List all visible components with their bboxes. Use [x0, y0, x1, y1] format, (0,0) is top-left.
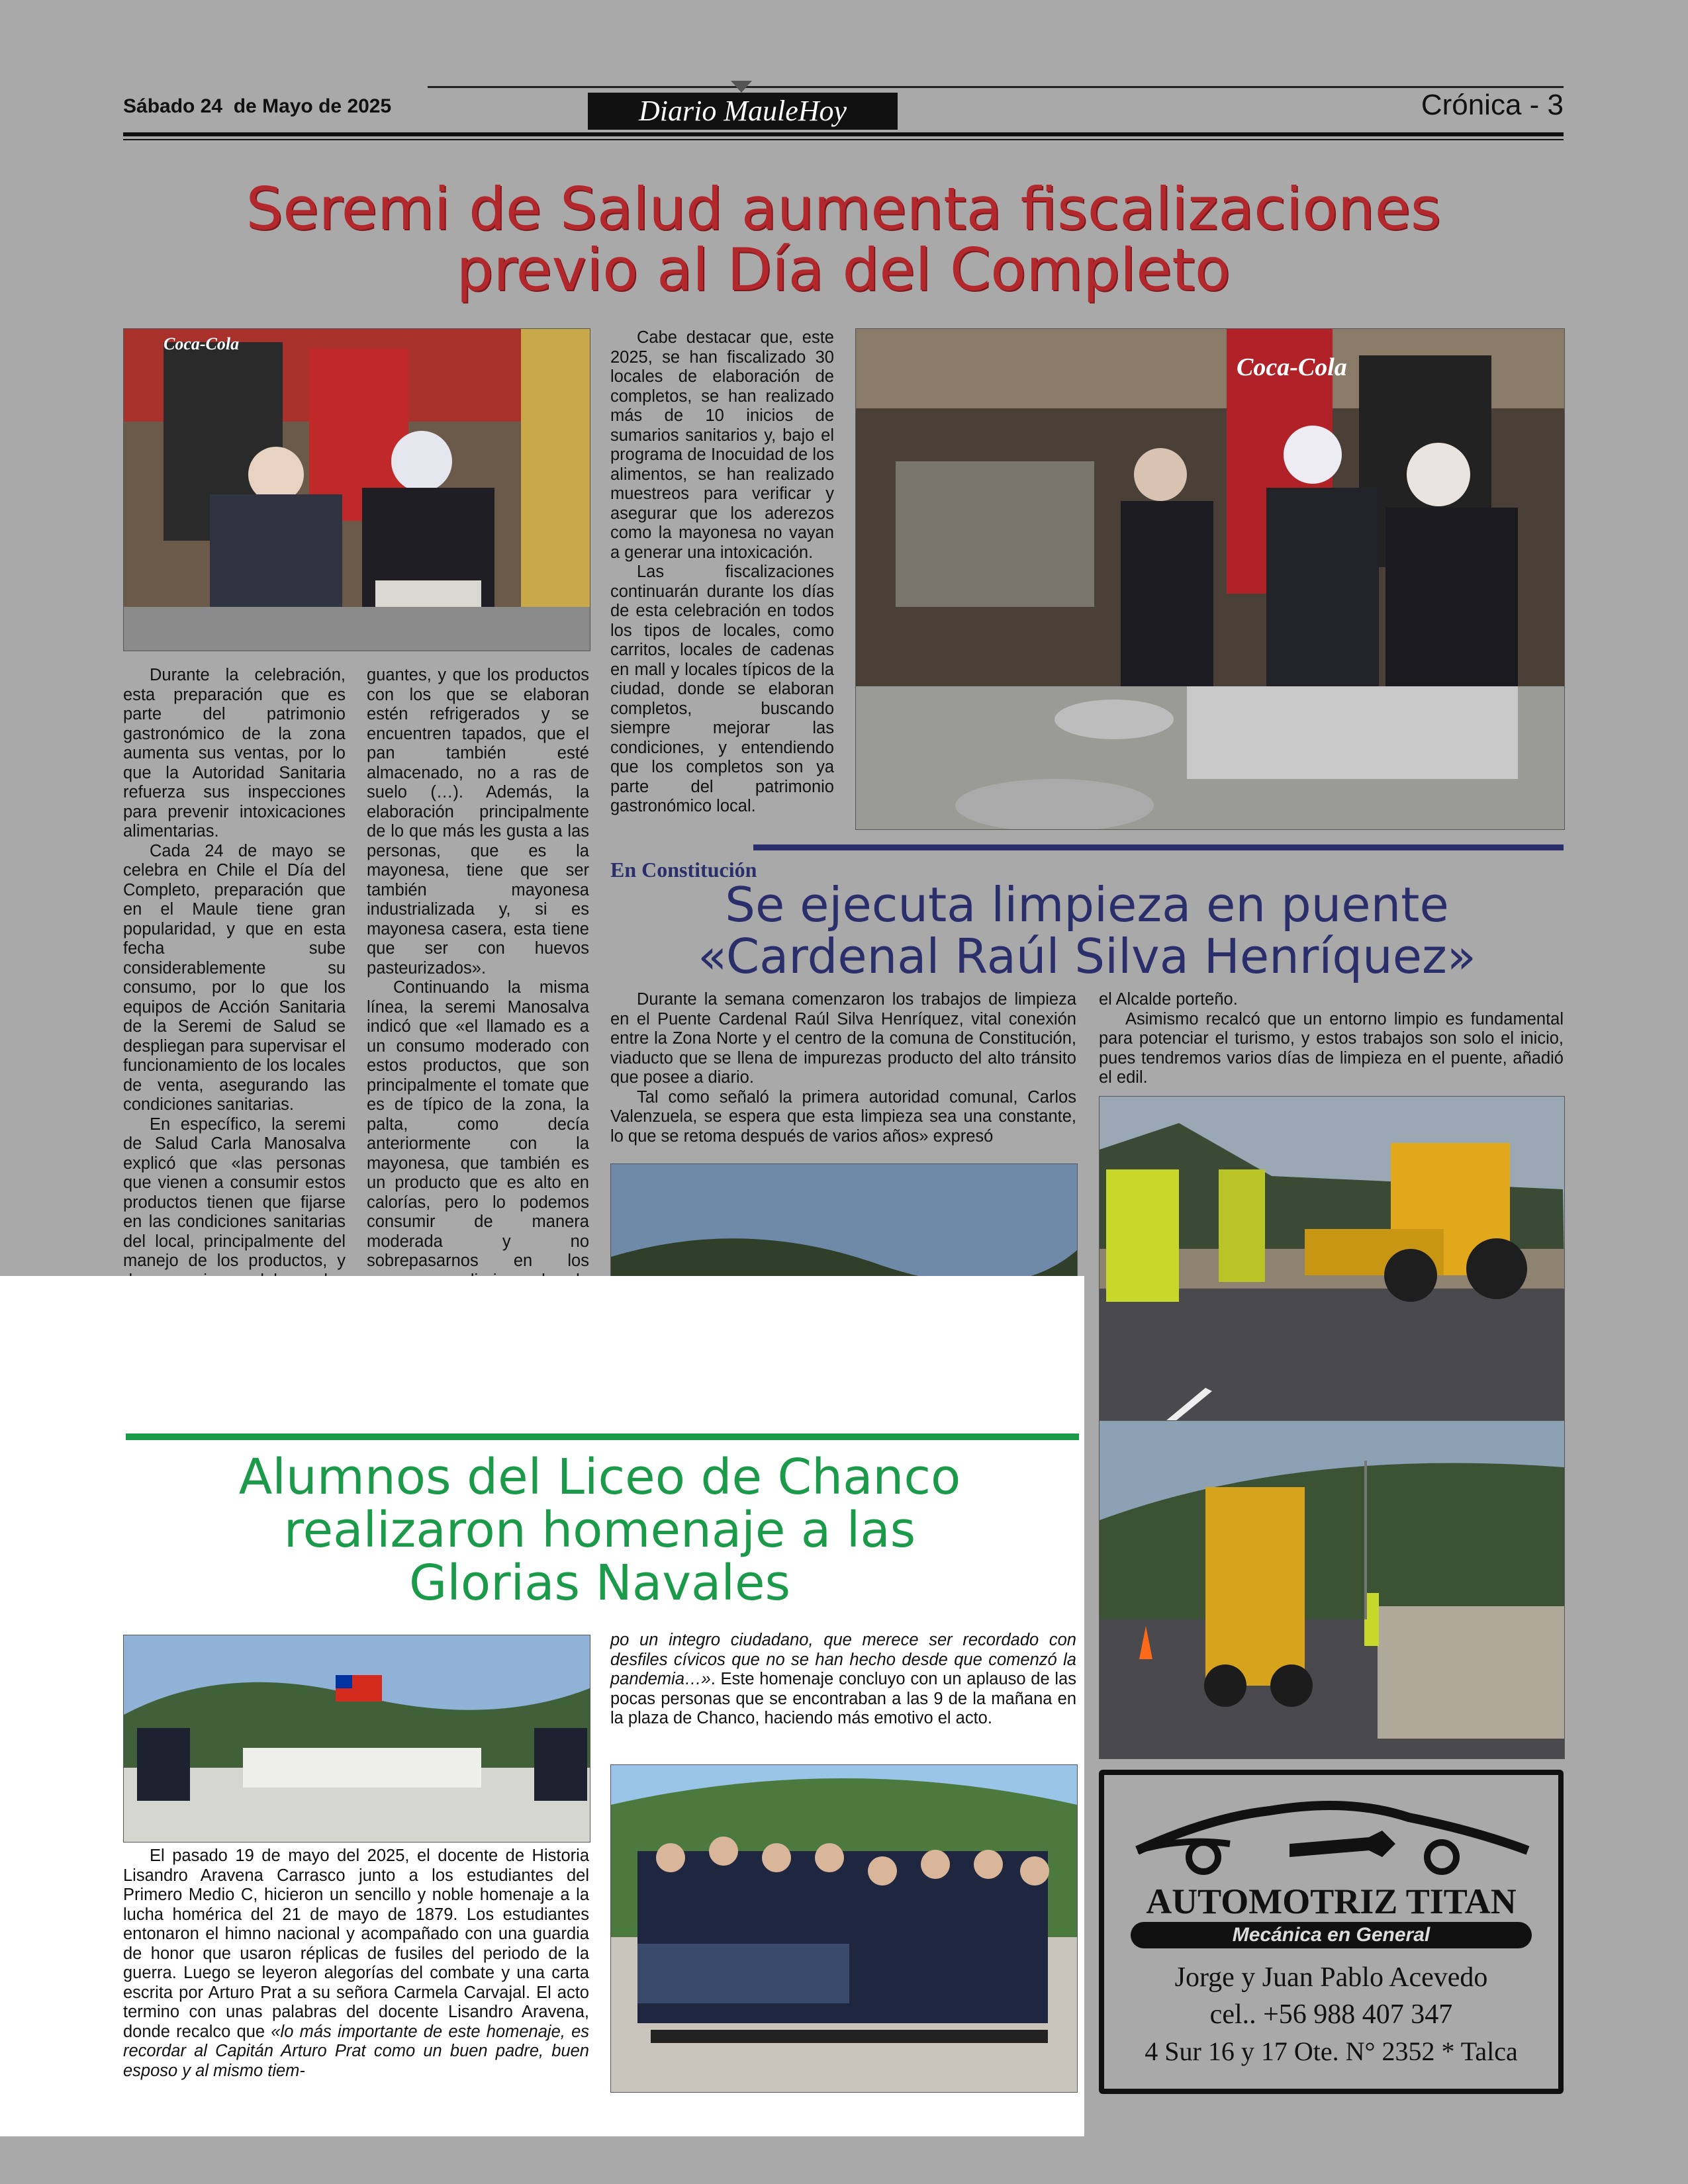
- headline-line: previo al Día del Completo: [456, 236, 1231, 304]
- paragraph: guantes, y que los productos con los que se elaboran estén refrigerados y se encuentren tapados, que el pan también esté almacenado, no a ras de suelo (…). Además, la elaboración principalmente de lo que más les gusta a las personas, que es la mayonesa, tiene que ser también mayonesa industrializada y, si es mayonesa casera, esta tiene que ser con huevos pasteurizados».: [367, 666, 589, 978]
- quote-text: «lo más importante de este homenaje, es recordar al Capitán Arturo Prat como un buen padre, buen esposo y al mismo tiem-: [123, 2022, 589, 2080]
- ad-phone: cel.. +56 988 407 347: [1209, 1999, 1453, 2030]
- header-rule-thin: [123, 139, 1564, 140]
- plaza-ceremony-photo: [123, 1635, 590, 1843]
- headline-line: realizaron homenaje a las: [283, 1502, 916, 1559]
- article2-column-1: [610, 990, 1076, 1146]
- paragraph: Tal como señaló la primera autoridad comunal, Carlos Valenzuela, se espera que esta limpieza sea una constante, lo que se retoma después de varios años» expresó: [610, 1087, 1076, 1146]
- paragraph: Continuando la misma línea, la seremi Manosalva indicó que «el llamado es a un consumo moderado con estos productos, que son principalmente el tomate que es de típico de la zona, la palta, como decía anteriormente con la mayonesa, que también es un producto que es alto en calorías, pero lo podemos consumir de manera moderada y no sobrepasarnos en los: [367, 978, 589, 1270]
- article3-headline: [123, 1451, 1076, 1610]
- article2-headline: [610, 879, 1564, 982]
- header-rule: [123, 132, 1564, 136]
- paper-name: Diario MauleHoy: [588, 93, 898, 130]
- coca-cola-sign: Coca-Cola: [1237, 353, 1347, 381]
- article1-column-3: [610, 328, 834, 817]
- article2-top-rule: [753, 844, 1564, 850]
- paragraph: Durante la semana comenzaron los trabajos de limpieza en el Puente Cardenal Raúl Silva Henríquez, vital conexión entre la Zona Norte y el centro de la comuna de Constitución, viaducto que se llena de impurezas producto del alto tránsito que posee a diario.: [610, 990, 1076, 1087]
- paragraph: Asimismo recalcó que un entorno limpio es fundamental para potenciar el turismo, y estos trabajos son solo el inicio, pues tendremos varios días de limpieza en el puente, añadió el edil.: [1099, 1009, 1564, 1087]
- article2-kicker: En Constitución: [610, 858, 757, 882]
- article3-column-1: [123, 1846, 589, 2081]
- ad-business-name: AUTOMOTRIZ TITAN: [1146, 1882, 1517, 1921]
- body-text: El pasado 19 de mayo del 2025, el docente de Historia Lisandro Aravena Carrasco junto a los estudiantes del Primero Medio C, hicieron un sencillo y noble homenaje a la lucha homérica del 21 de mayo de 1879. Los estudiantes entonaron el himno nacional y acompañado con una guardia de honor que usaron réplicas de fusiles del periodo de la guerra. Luego se leyeron alegorías del combate y una carta escrita por Arturo Prat a su señora Carmela Carvajal. El acto termino con unas palabras del docente Lisandro Aravena, donde recalco que: [123, 1846, 589, 2041]
- bridge-cleaning-photo-3: [1099, 1420, 1565, 1759]
- headline-line: Seremi de Salud aumenta fiscalizaciones: [246, 175, 1441, 243]
- ad-tagline: Mecánica en General: [1131, 1922, 1532, 1948]
- headline-line: «Cardenal Raúl Silva Henríquez»: [698, 929, 1476, 984]
- paragraph: [123, 1846, 589, 2081]
- headline-line: Alumnos del Liceo de Chanco: [238, 1449, 961, 1506]
- masthead-top-rule: [428, 86, 1564, 88]
- quote-text: po un integro ciudadano, que merece ser recordado con desfiles cívicos que no se han hecho desde que comenzó la pandemia…»: [610, 1631, 1076, 1688]
- car-logo-icon: [1131, 1791, 1534, 1877]
- header-date: Sábado 24 de Mayo de 2025: [123, 95, 392, 117]
- masthead-notch: [731, 81, 752, 93]
- paragraph: el Alcalde porteño.: [1099, 990, 1238, 1009]
- article2-column-2: [1099, 990, 1564, 1088]
- headline-line: Glorias Navales: [408, 1555, 791, 1612]
- paragraph: Cada 24 de mayo se celebra en Chile el Día del Completo, preparación que en el Maule tiene gran popularidad, y que en esta fecha sube considerablemente su consumo, por lo que los equipos de Acción Sanitaria de la Seremi de Salud se despliegan para supervisar el funcionamiento de los locales de venta, asegurando las condiciones sanitarias.: [123, 841, 346, 1114]
- inspection-photo-1: [123, 328, 590, 651]
- inspection-photo-2: [855, 328, 1565, 830]
- paragraph: Durante la celebración, esta preparación que es parte del patrimonio gastronómico de la zona aumenta sus ventas, por lo que la Autoridad Sanitaria refuerza sus inspecciones para prevenir intoxicaciones alimentarias.: [123, 666, 346, 841]
- paragraph: Cabe destacar que, este 2025, se han fiscalizado 30 locales de elaboración de completos, se han realizado más de 10 inicios de sumarios sanitarios y, bajo el programa de Inocuidad de los alimentos, se han realizado muestreos para verificar y asegurar que los aderezos como la mayonesa no vayan a generar una intoxicación.: [610, 328, 834, 562]
- body-text: . Este homenaje concluyo con un aplauso de las pocas personas que se encontraban a las 9 de la mañana en la plaza de Chanco, haciendo más emotivo el acto.: [610, 1670, 1076, 1727]
- bridge-cleaning-photo-2: [1099, 1096, 1565, 1422]
- headline-line: Se ejecuta limpieza en puente: [725, 877, 1449, 933]
- article3-column-2: [610, 1631, 1076, 1729]
- automotriz-titan-ad: [1099, 1770, 1564, 2094]
- paragraph: Las fiscalizaciones continuarán durante los días de esta celebración en todos los tipos de locales, como carritos, locales de cadenas en mall y locales típicos de la ciudad, donde se elaboran completos, buscando siempre mejorar las condiciones, y entendiendo que los completos son ya parte del patrimonio gastronómico local.: [610, 563, 834, 815]
- masthead: [123, 79, 1564, 139]
- ad-address: 4 Sur 16 y 17 Ote. N° 2352 * Talca: [1145, 2036, 1518, 2066]
- article1-headline: [123, 175, 1564, 304]
- article3-top-rule: [126, 1433, 1079, 1440]
- paragraph: [610, 1631, 1076, 1729]
- students-group-photo: [610, 1764, 1078, 2093]
- coca-cola-sign: Coca-Cola: [164, 334, 240, 353]
- paragraph: En específico, la seremi de Salud Carla Manosalva explicó que «las personas que vienen a consumir estos productos tienen que fijarse en las condiciones sanitarias del local, principalmente del manejo de los productos, y: [123, 1115, 346, 1270]
- ad-contact: Jorge y Juan Pablo Acevedo: [1174, 1962, 1488, 1993]
- section-label: Crónica - 3: [1421, 89, 1564, 121]
